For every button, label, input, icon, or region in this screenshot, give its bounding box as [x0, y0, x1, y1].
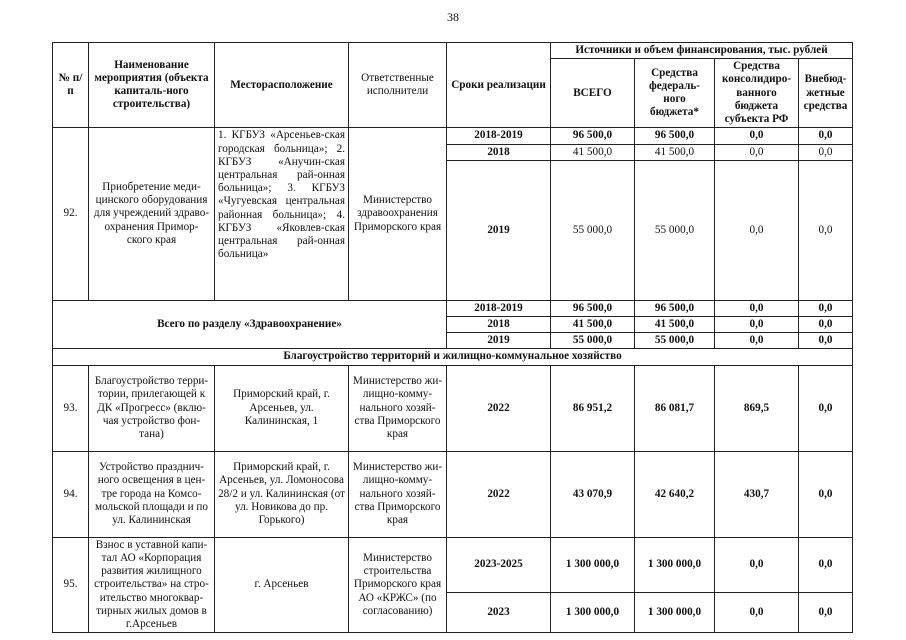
health-total-consolidated: 0,0: [715, 300, 799, 316]
row93-federal: 86 081,7: [635, 365, 715, 451]
row92-num: 92.: [53, 128, 89, 300]
row94-location: Приморский край, г. Арсеньев, ул. Ломоносова 28/2 и ул. Калининская (от ул. Новикова до пр. Горького): [215, 451, 349, 537]
health-total-consolidated: 0,0: [715, 316, 799, 332]
row93-total: 86 951,2: [551, 365, 635, 451]
row92-consolidated: 0,0: [715, 144, 799, 160]
row95-consolidated: 0,0: [715, 537, 799, 592]
table-row: [53, 300, 853, 316]
row92-term: 2018-2019: [447, 128, 551, 144]
row95-name: Взнос в уставной капи-тал АО «Корпорация развития жилищного строительства» на стро-ительство многоквар-тирных жилых домов в г.Арсеньев: [89, 537, 215, 633]
row95-term: 2023-2025: [447, 537, 551, 592]
health-total-total: 96 500,0: [551, 300, 635, 316]
row94-name: Устройство празднич-ного освещения в цен-тре города на Комсо-мольской площади и по ул. Калининская: [89, 451, 215, 537]
row93-term: 2022: [447, 365, 551, 451]
row94-responsible: Министерство жи-лищно-комму-нального хозяй-ства Приморского края: [349, 451, 447, 537]
health-total-federal: 41 500,0: [635, 316, 715, 332]
row93-location: Приморский край, г. Арсеньев, ул. Калининская, 1: [215, 365, 349, 451]
row92-extra: 0,0: [799, 160, 853, 300]
row93-responsible: Министерство жи-лищно-комму-нального хозяй-ства Приморского края: [349, 365, 447, 451]
health-total-extra: 0,0: [799, 316, 853, 332]
header-location: Месторасположение: [215, 43, 349, 128]
row95-location: г. Арсеньев: [215, 537, 349, 633]
row95-total: 1 300 000,0: [551, 592, 635, 633]
table-row: [53, 537, 853, 592]
row92-term: 2019: [447, 160, 551, 300]
row95-term: 2023: [447, 592, 551, 633]
page-number: 38: [447, 10, 459, 24]
row92-federal: 96 500,0: [635, 128, 715, 144]
row94-term: 2022: [447, 451, 551, 537]
table-row: [53, 365, 853, 451]
header-terms: Сроки реализации: [447, 43, 551, 128]
row94-consolidated: 430,7: [715, 451, 799, 537]
row92-term: 2018: [447, 144, 551, 160]
health-total-extra: 0,0: [799, 300, 853, 316]
health-total-consolidated: 0,0: [715, 333, 799, 349]
header-total: ВСЕГО: [551, 59, 635, 128]
row92-consolidated: 0,0: [715, 160, 799, 300]
row95-consolidated: 0,0: [715, 592, 799, 633]
row93-num: 93.: [53, 365, 89, 451]
header-sources: Источники и объем финансирования, тыс. рублей: [551, 43, 853, 59]
row93-consolidated: 869,5: [715, 365, 799, 451]
row95-federal: 1 300 000,0: [635, 537, 715, 592]
row94-total: 43 070,9: [551, 451, 635, 537]
row92-name: Приобретение меди-цинского оборудования для учреждений здраво-охранения Примор-ского края: [89, 128, 215, 300]
health-total-total: 55 000,0: [551, 333, 635, 349]
health-total-federal: 96 500,0: [635, 300, 715, 316]
row95-extra: 0,0: [799, 592, 853, 633]
header-name: Наименование мероприятия (объекта капиталь-ного строительства): [89, 43, 215, 128]
row95-federal: 1 300 000,0: [635, 592, 715, 633]
row94-num: 94.: [53, 451, 89, 537]
header-federal: Средства федераль-ного бюджета*: [635, 59, 715, 128]
row92-consolidated: 0,0: [715, 128, 799, 144]
table-row: [53, 128, 853, 144]
row92-location: 1. КГБУЗ «Арсеньев-ская городская больница»; 2. КГБУЗ «Анучин-ская центральная рай-онная больница»; 3. КГБУЗ «Чугуевская центральная районная больница»; 4. КГБУЗ «Яковлев-ская центральная рай-онная больница»: [215, 128, 349, 300]
row93-extra: 0,0: [799, 365, 853, 451]
row95-num: 95.: [53, 537, 89, 633]
header-consolidated: Средства консолидиро-ванного бюджета субъекта РФ: [715, 59, 799, 128]
row94-extra: 0,0: [799, 451, 853, 537]
row94-federal: 42 640,2: [635, 451, 715, 537]
row92-total: 96 500,0: [551, 128, 635, 144]
health-total-term: 2019: [447, 333, 551, 349]
row92-total: 55 000,0: [551, 160, 635, 300]
row92-total: 41 500,0: [551, 144, 635, 160]
row95-total: 1 300 000,0: [551, 537, 635, 592]
header-num: № п/п: [53, 43, 89, 128]
section-row: [53, 349, 853, 365]
row95-responsible: Министерство строительства Приморского края АО «КРЖС» (по согласованию): [349, 537, 447, 633]
health-total-term: 2018: [447, 316, 551, 332]
row92-extra: 0,0: [799, 128, 853, 144]
row93-name: Благоустройство терри-тории, прилегающей к ДК «Прогресс» (вклю-чая устройство фон-тана): [89, 365, 215, 451]
row92-responsible: Министерство здравоохранения Приморского края: [349, 128, 447, 300]
row95-extra: 0,0: [799, 537, 853, 592]
header-responsible: Ответственные исполнители: [349, 43, 447, 128]
health-total-extra: 0,0: [799, 333, 853, 349]
row92-federal: 55 000,0: [635, 160, 715, 300]
row92-extra: 0,0: [799, 144, 853, 160]
header-extra: Внебюд-жетные средства: [799, 59, 853, 128]
table-row: [53, 451, 853, 537]
health-total-federal: 55 000,0: [635, 333, 715, 349]
section-title: Благоустройство территорий и жилищно-коммунальное хозяйство: [53, 349, 853, 365]
row92-federal: 41 500,0: [635, 144, 715, 160]
health-total-label: Всего по разделу «Здравоохранение»: [53, 300, 447, 349]
financing-table: [52, 42, 853, 633]
health-total-term: 2018-2019: [447, 300, 551, 316]
health-total-total: 41 500,0: [551, 316, 635, 332]
header-row-1: [53, 43, 853, 59]
